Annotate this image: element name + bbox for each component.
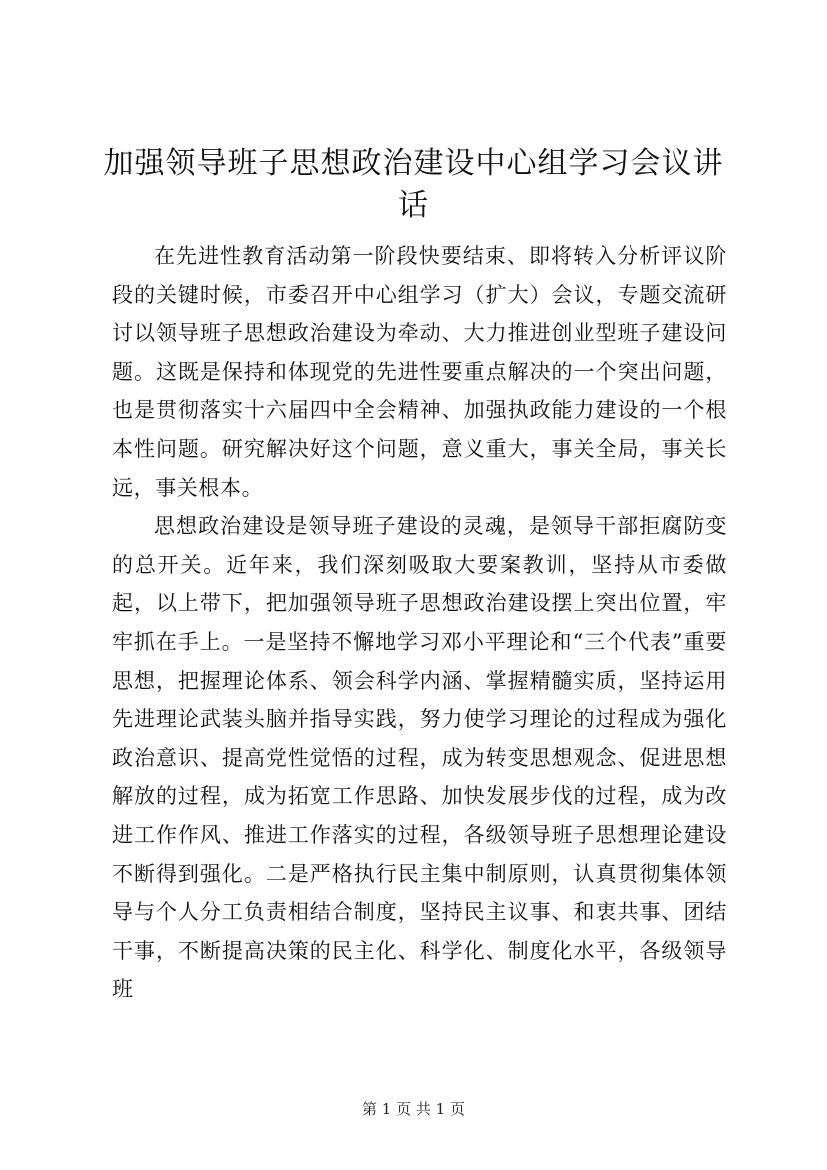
page-footer: 第 1 页 共 1 页 xyxy=(362,1100,465,1118)
body-paragraph-2: 思想政治建设是领导班子建设的灵魂，是领导干部拒腐防变的总开关。近年来，我们深刻吸取大要案教训，坚持从市委做起，以上带下，把加强领导班子思想政治建设摆上突出位置，牢牢抓在手上。一是坚持不懈地学习邓小平理论和“三个代表”重要思想，把握理论体系、领会科学内涵、掌握精髓实质，坚持运用先进理论武装头脑并指导实践，努力使学习理论的过程成为强化政治意识、提高党性觉悟的过程，成为转变思想观念、促进思想解放的过程，成为拓宽工作思路、加快发展步伐的过程，成为改进工作作风、推进工作落实的过程，各级领导班子思想理论建设不断得到强化。二是严格执行民主集中制原则，认真贯彻集体领导与个人分工负责相结合制度，坚持民主议事、和衷共事、团结干事，不断提高决策的民主化、科学化、制度化水平，各级领导班 xyxy=(112,514,727,1002)
document-title: 加强领导班子思想政治建设中心组学习会议讲话 xyxy=(103,146,724,223)
document-body xyxy=(112,237,727,1009)
body-paragraph-1: 在先进性教育活动第一阶段快要结束、即将转入分析评议阶段的关键时候，市委召开中心组学习（扩大）会议，专题交流研讨以领导班子思想政治建设为牵动、大力推进创业型班子建设问题。这既是保持和体现党的先进性要重点解决的一个突出问题，也是贯彻落实十六届四中全会精神、加强执政能力建设的一个根本性问题。研究解决好这个问题，意义重大，事关全局，事关长远，事关根本。 xyxy=(112,244,727,500)
